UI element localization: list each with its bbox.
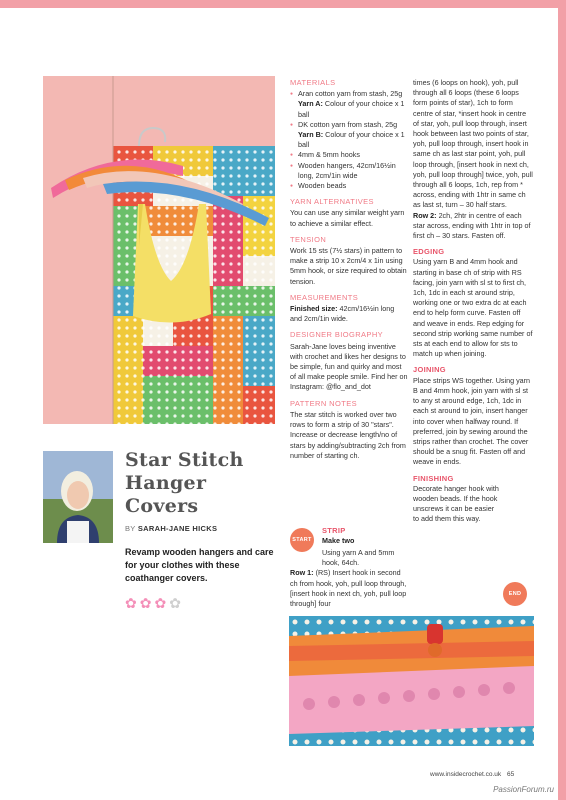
materials-item-text: Wooden hangers, 42cm/16½in long, 2cm/1in wide — [298, 160, 396, 180]
page-right-border — [558, 0, 566, 800]
title-line: Hanger — [125, 472, 207, 494]
yarn-alternatives-body: You can use any similar weight yarn to achieve a similar effect. — [290, 208, 405, 228]
page-title — [125, 449, 285, 518]
materials-item — [290, 89, 408, 99]
finishing-body: Decorate hanger hook with wooden beads. If the hook unscrews it can be easier to add them this way. — [413, 483, 499, 524]
footer — [430, 771, 514, 778]
measurements-text: 42cm/16½in long and 2cm/1in wide. — [290, 304, 395, 324]
start-badge: START — [290, 528, 314, 552]
detail-photo — [289, 616, 534, 746]
edging-heading: EDGING — [413, 247, 445, 257]
star-filled-icon: ✿ — [154, 595, 167, 611]
column-1 — [290, 78, 408, 461]
materials-item-text: Colour of your choice x 1 ball — [298, 99, 405, 119]
main-photo — [43, 76, 275, 424]
finishing-heading: FINISHING — [413, 473, 454, 483]
materials-item-text: 4mm & 5mm hooks — [298, 150, 360, 160]
designer-heading: DESIGNER BIOGRAPHY — [290, 330, 384, 340]
portrait-illustration — [43, 451, 113, 543]
detail-photo-illustration — [289, 616, 534, 746]
title-line: Star Stitch — [125, 449, 244, 471]
title-line: Covers — [125, 495, 199, 517]
star-filled-icon: ✿ — [139, 595, 152, 611]
row2-label: Row 2: — [413, 210, 437, 220]
strip-heading: STRIP — [322, 526, 346, 535]
row2-text: 2ch, 2htr in centre of each star across, ending with 1htr in top of first ch – 30 stars. Fasten off. — [413, 210, 531, 241]
byline-prefix: BY — [125, 524, 136, 533]
designer-portrait — [43, 451, 113, 543]
materials-item — [290, 120, 408, 130]
row1-label: Row 1: — [290, 568, 314, 578]
materials-item-text: Wooden beads — [298, 181, 347, 191]
designer-body: Sarah-Jane loves being inventive with crochet and likes her designs to be simple, fun and quirky and most of all make people smile. Find her on Instagram: @flo_and_dot — [290, 341, 408, 392]
row1-text: (RS) Insert hook in second ch from hook, yoh, pull loop through, [insert hook in next ch, yoh, pull loop through] four — [290, 568, 407, 609]
materials-item-text: Colour of your choice x 1 ball — [298, 130, 405, 150]
edging-body: Using yarn B and 4mm hook and starting in base ch of strip with RS facing, join yarn with sl st to first ch, 1ch, 1dc in each st around strip, working one or two extra dc at each end to help form curve. Fasten off and weave in ends. Rep edging for second strip working same number of sts at each end to allow for sts to match up when joining. — [413, 257, 533, 359]
yarn-alternatives-heading: YARN ALTERNATIVES — [290, 197, 374, 207]
measurements-heading: MEASUREMENTS — [290, 292, 359, 302]
row2 — [413, 211, 533, 242]
strip-heading-block — [322, 526, 410, 546]
measurements-body — [290, 304, 408, 324]
strip-subhead: Make two — [322, 536, 355, 546]
column-2 — [413, 78, 533, 525]
joining-heading: JOINING — [413, 365, 446, 375]
measurements-label: Finished size: — [290, 304, 338, 314]
materials-list — [290, 89, 408, 191]
standfirst: Revamp wooden hangers and care for your clothes with these coathanger covers. — [125, 547, 274, 583]
strip-intro: Using yarn A and 5mm hook, 64ch. — [322, 548, 395, 568]
materials-item-label: Yarn A: — [298, 99, 323, 109]
difficulty-rating — [125, 596, 181, 610]
page-top-border — [0, 0, 566, 8]
pattern-notes-body: The star stitch is worked over two rows to form a strip of 30 "stars". Increase or decrease length/no of stars by adding/subtracting 2ch from number of starting ch. — [290, 409, 406, 460]
materials-item — [290, 161, 408, 181]
star-empty-icon: ✿ — [169, 595, 181, 611]
byline-name: SARAH-JANE HICKS — [137, 524, 218, 533]
watermark-text: PassionForum.ru — [493, 785, 554, 794]
strip-body — [290, 548, 410, 609]
tension-body: Work 15 sts (7½ stars) in pattern to make a strip 10 x 2cm/4 x 1in using 5mm hook, or size required to obtain tension. — [290, 246, 407, 286]
byline — [125, 524, 217, 533]
hanger-photo-illustration — [43, 76, 275, 424]
strip-row1 — [290, 568, 410, 609]
tension-heading: TENSION — [290, 234, 327, 244]
materials-item — [290, 130, 408, 150]
joining-body: Place strips WS together. Using yarn B and 4mm hook, join yarn with sl st to any st around edge, 1ch, 1dc in each st around to join, insert hanger into cover when halfway round. If preferred, join by sewing around the strips rather than crochet. The cover should be a snug fit. Fasten off and weave in ends. — [413, 375, 531, 467]
materials-item — [290, 181, 408, 191]
pattern-notes-heading: PATTERN NOTES — [290, 398, 358, 408]
row1-continued: times (6 loops on hook), yoh, pull through all 6 loops (these 6 loops form points of star), 1ch to form centre of star, *insert hook in centre of star, yoh, pull loop through, insert hook between last two points of star, yoh, pull loop through, insert hook in same ch as last star point, yoh, pull loop through, [insert hook in next ch, yoh, pull loop through] twice, yoh, pull through all 6 loops, 1ch, rep from * across, ending with 1htr in same ch as last st, turn – 30 half stars. — [413, 78, 533, 210]
end-badge: END — [503, 582, 527, 606]
page-number: 65 — [506, 771, 515, 778]
star-filled-icon: ✿ — [125, 595, 137, 611]
footer-url: www.insidecrochet.co.uk — [430, 771, 502, 778]
materials-item — [290, 150, 408, 160]
materials-heading: MATERIALS — [290, 78, 336, 87]
materials-item-text: DK cotton yarn from stash, 25g — [298, 119, 398, 129]
materials-item-text: Aran cotton yarn from stash, 25g — [298, 89, 403, 99]
materials-item — [290, 99, 408, 119]
materials-item-label: Yarn B: — [298, 130, 324, 140]
